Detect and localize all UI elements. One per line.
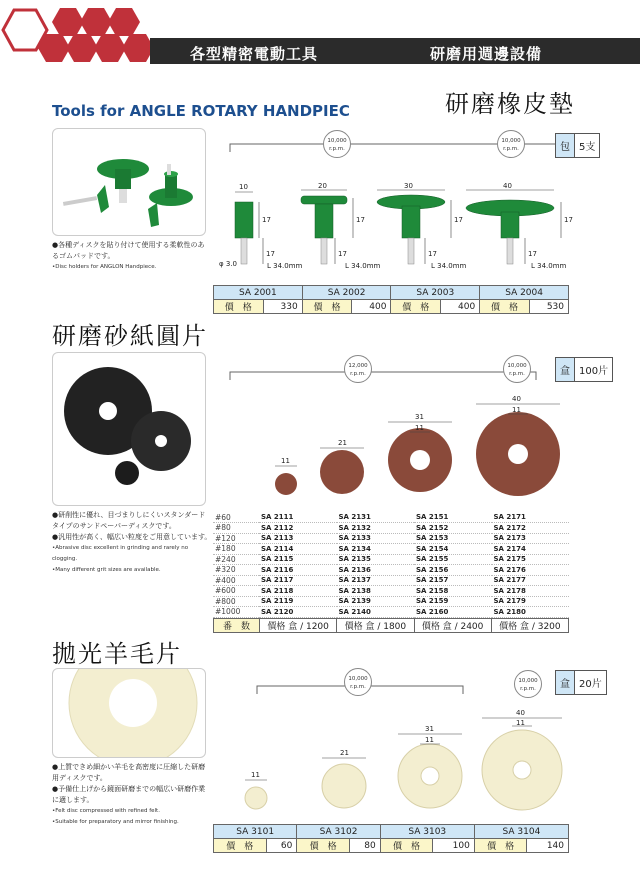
dim-h5: 17: [266, 250, 275, 258]
price-value: 60: [266, 839, 297, 853]
product-code: SA 2117: [261, 576, 294, 585]
pack-qty: 100片: [579, 366, 609, 377]
grit-row: [213, 512, 569, 523]
pack-badge: [555, 357, 613, 382]
product-code: SA 2140: [338, 607, 371, 616]
grit-row: [213, 554, 569, 565]
dim-d4: 40: [516, 709, 525, 717]
grit-row: [213, 533, 569, 544]
rpm-gauge-icon: 10,000 r.p.m.: [344, 668, 372, 696]
dim-len2: L 34.0mm: [345, 262, 381, 270]
product-code: SA 2153: [416, 534, 449, 543]
dim-h7: 17: [428, 250, 437, 258]
price-label: 價 格: [214, 839, 267, 853]
felt-note-en-2: •Suitable for preparatory and mirror finishing.: [52, 819, 179, 825]
felt-price-table: [213, 824, 569, 853]
dim-h1: 17: [262, 216, 271, 224]
dim-d4-inner: 11: [516, 719, 525, 727]
model-code: SA 3102: [297, 825, 380, 839]
price-value: 100: [433, 839, 475, 853]
grit-row: [213, 575, 569, 586]
dim-len4: L 34.0mm: [531, 262, 567, 270]
model-code: SA 3101: [214, 825, 297, 839]
product-code: SA 2115: [261, 555, 294, 564]
dim-d3: 30: [404, 182, 413, 190]
product-code: SA 2118: [261, 586, 294, 595]
model-code: SA 3103: [380, 825, 474, 839]
price-per-box: 價格 盒 / 3200: [491, 619, 568, 633]
english-title: Tools for ANGLE ROTARY HANDPIEC: [52, 102, 350, 120]
price-label: 價 格: [297, 839, 350, 853]
product-code: SA 2133: [338, 534, 371, 543]
model-code: SA 2001: [214, 286, 303, 300]
product-code: SA 2177: [493, 576, 526, 585]
felt-disc-diagram: [230, 706, 570, 824]
product-code: SA 2152: [416, 523, 449, 532]
dim-d1: 11: [281, 457, 290, 465]
sanding-grit-table: [213, 512, 569, 618]
grit-size: #1000: [215, 607, 241, 617]
price-label: 價 格: [302, 300, 352, 314]
price-per-box: 價格 盒 / 1800: [337, 619, 414, 633]
grit-row: [213, 586, 569, 597]
rubber-pad-title: 研磨橡皮墊: [445, 90, 575, 118]
dim-d4: 40: [512, 395, 521, 403]
sanding-disc-diagram: [260, 390, 570, 510]
rpm-gauge-icon: 10,000 r.p.m.: [323, 130, 351, 158]
header-left-title: 各型精密電動工具: [190, 45, 319, 63]
pack-qty: 5支: [579, 142, 596, 153]
product-code: SA 2151: [416, 513, 449, 521]
sanding-disc-title: 研磨砂紙圓片: [52, 322, 208, 350]
rpm-gauge-icon-2: 10,000 r.p.m.: [503, 355, 531, 383]
price-label: 價 格: [214, 300, 264, 314]
dim-d1: 10: [239, 183, 248, 191]
product-code: SA 2175: [493, 555, 526, 564]
felt-note-en-1: •Felt disc compressed with refined felt.: [52, 808, 160, 814]
product-code: SA 2112: [261, 523, 294, 532]
product-code: SA 2119: [261, 597, 294, 606]
grit-row: [213, 565, 569, 576]
rubber-pad-price-table: [213, 285, 569, 314]
grit-row: [213, 596, 569, 607]
sanding-disc-photo: [52, 352, 206, 506]
price-value: 530: [529, 300, 568, 314]
dim-d2: 21: [338, 439, 347, 447]
product-code: SA 2120: [261, 607, 294, 616]
pack-badge: [555, 133, 600, 158]
rubber-pad-image: [53, 129, 206, 236]
product-code: SA 2113: [261, 534, 294, 543]
felt-disc-image: [53, 669, 206, 758]
sanding-rpm-bracket: [228, 362, 538, 386]
grit-size: #400: [215, 575, 236, 585]
dim-h4: 17: [564, 216, 573, 224]
product-code: SA 2158: [416, 586, 449, 595]
dim-d3: 31: [415, 413, 424, 421]
product-code: SA 2159: [416, 597, 449, 606]
grit-size: #80: [215, 523, 231, 533]
grit-size: #600: [215, 586, 236, 596]
hexagon-logo-icon: [0, 0, 160, 72]
dim-d2: 20: [318, 182, 327, 190]
sanding-disc-image: [53, 353, 206, 506]
grit-size: #320: [215, 565, 236, 575]
dim-d3-inner: 11: [425, 736, 434, 744]
dim-h6: 17: [338, 250, 347, 258]
rubber-pad-photo: [52, 128, 206, 236]
pack-label: 包: [556, 134, 575, 157]
product-code: SA 2134: [338, 544, 371, 553]
dim-h8: 17: [528, 250, 537, 258]
sanding-note-jp-2: ●汎用性が高く、幅広い粒度をご用意しています。: [52, 533, 212, 541]
product-code: SA 2173: [493, 534, 526, 543]
pack-label: 盒: [556, 671, 575, 694]
product-code: SA 2114: [261, 544, 294, 553]
header-right-title: 研磨用週邊設備: [430, 45, 543, 63]
dim-len3: L 34.0mm: [431, 262, 467, 270]
grit-size: #800: [215, 596, 236, 606]
rubber-pad-note-jp: ●各種ディスクを貼り付けて使用する柔軟性のあるゴムパッドです。: [52, 241, 205, 260]
product-code: SA 2160: [416, 607, 449, 616]
product-code: SA 2157: [416, 576, 449, 585]
sanding-note-en-1: •Abrasive disc excellent in grinding and rarely no clogging.: [52, 545, 189, 562]
dim-h2: 17: [356, 216, 365, 224]
rpm-gauge-icon: 12,000 r.p.m.: [344, 355, 372, 383]
model-code: SA 3104: [474, 825, 568, 839]
model-code: SA 2003: [391, 286, 480, 300]
page-header: [0, 0, 640, 72]
dim-d3-inner: 11: [415, 424, 424, 432]
grit-row: [213, 607, 569, 618]
price-value: 330: [263, 300, 302, 314]
dim-d4-inner: 11: [512, 406, 521, 414]
product-code: SA 2174: [493, 544, 526, 553]
product-code: SA 2138: [338, 586, 371, 595]
grit-size: #120: [215, 533, 236, 543]
rpm-gauge-icon-2: 10,000 r.p.m.: [514, 670, 542, 698]
product-code: SA 2178: [493, 586, 526, 595]
price-per-box: 價格 盒 / 2400: [414, 619, 491, 633]
grit-row: [213, 523, 569, 534]
product-code: SA 2171: [493, 513, 526, 521]
felt-disc-title: 拋光羊毛片: [52, 640, 182, 668]
sanding-note-en-2: •Many different grit sizes are available.: [52, 567, 161, 573]
product-code: SA 2180: [493, 607, 526, 616]
dim-len1: L 34.0mm: [267, 262, 303, 270]
price-label: 價 格: [474, 839, 527, 853]
pack-label: 盒: [556, 358, 575, 381]
grit-size: #180: [215, 544, 236, 554]
pack-qty: 20片: [579, 679, 602, 690]
rubber-pad-diagram: [215, 178, 585, 280]
grit-row: [213, 544, 569, 555]
product-code: SA 2172: [493, 523, 526, 532]
product-code: SA 2135: [338, 555, 371, 564]
rubber-pad-note-en: •Disc holders for ANGLON Handpiece.: [52, 264, 157, 270]
product-code: SA 2176: [493, 565, 526, 574]
product-code: SA 2154: [416, 544, 449, 553]
product-code: SA 2155: [416, 555, 449, 564]
pack-badge: [555, 670, 607, 695]
product-code: SA 2137: [338, 576, 371, 585]
dim-d1: 11: [251, 771, 260, 779]
dim-h3: 17: [454, 216, 463, 224]
price-value: 80: [349, 839, 380, 853]
price-label: 價 格: [380, 839, 433, 853]
product-code: SA 2156: [416, 565, 449, 574]
price-per-box: 價格 盒 / 1200: [260, 619, 337, 633]
price-value: 400: [440, 300, 479, 314]
felt-disc-photo: [52, 668, 206, 758]
dim-d3: 31: [425, 725, 434, 733]
price-value: 400: [352, 300, 391, 314]
model-code: SA 2002: [302, 286, 391, 300]
product-code: SA 2111: [261, 513, 294, 521]
model-code: SA 2004: [480, 286, 569, 300]
sanding-price-table: [213, 618, 569, 633]
price-value: 140: [527, 839, 569, 853]
grit-label: 番 数: [214, 619, 260, 633]
grit-size: #60: [215, 512, 231, 522]
dim-d2: 21: [340, 749, 349, 757]
dim-shank: φ 3.0: [219, 260, 237, 268]
product-code: SA 2131: [338, 513, 371, 521]
grit-size: #240: [215, 554, 236, 564]
felt-note-jp-1: ●上質できめ細かい羊毛を高密度に圧縮した研磨用ディスクです。: [52, 763, 206, 782]
rpm-gauge-icon-2: 10,000 r.p.m.: [497, 130, 525, 158]
sanding-note-jp-1: ●研削性に優れ、目づまりしにくいスタンダードタイプのサンドペーパーディスクです。: [52, 511, 206, 530]
product-code: SA 2132: [338, 523, 371, 532]
price-label: 價 格: [391, 300, 441, 314]
dim-d4: 40: [503, 182, 512, 190]
felt-note-jp-2: ●予備仕上げから鏡面研磨までの幅広い研磨作業に適します。: [52, 785, 206, 804]
price-label: 價 格: [480, 300, 530, 314]
product-code: SA 2139: [338, 597, 371, 606]
product-code: SA 2136: [338, 565, 371, 574]
product-code: SA 2116: [261, 565, 294, 574]
product-code: SA 2179: [493, 597, 526, 606]
